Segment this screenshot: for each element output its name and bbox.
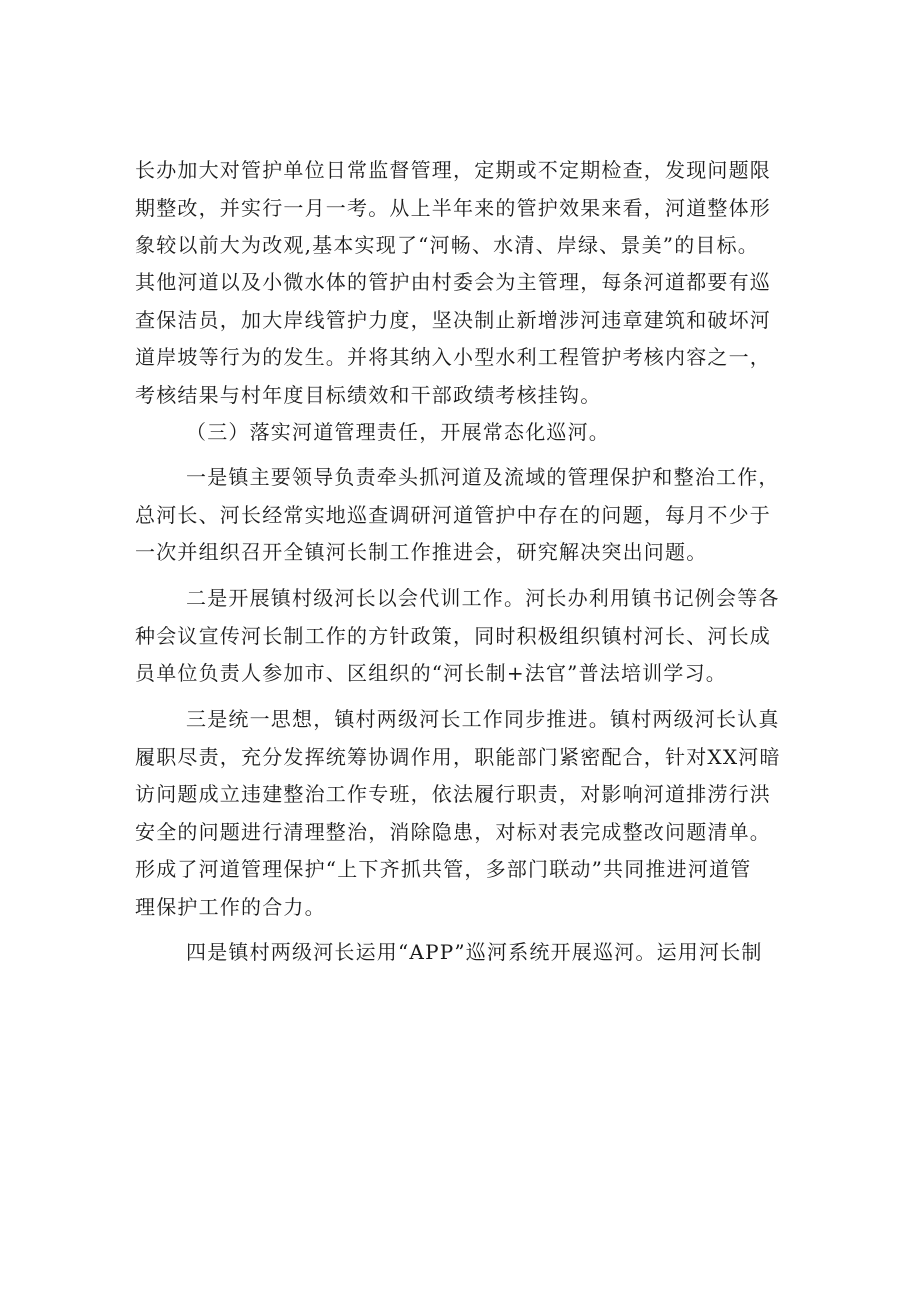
paragraph-first-line: 一是镇主要领导负责牵头抓河道及流域的管理保护和整治工作， — [186, 465, 780, 489]
text-line: 长办加大对管护单位日常监督管理，定期或不定期检查，发现问题限 — [135, 158, 771, 182]
text-line: 理保护工作的合力。 — [135, 895, 326, 919]
paragraph-first-line: 二是开展镇村级河长以会代训工作。河长办利用镇书记例会等各 — [186, 586, 780, 610]
text-line: 履职尽责，充分发挥统筹协调作用，职能部门紧密配合，针对XX河暗 — [135, 745, 781, 769]
text-line: 考核结果与村年度目标绩效和干部政绩考核挂钩。 — [135, 383, 602, 407]
text-line: 其他河道以及小微水体的管护由村委会为主管理，每条河道都要有巡 — [135, 270, 771, 294]
text-line: 查保洁员，加大岸线管护力度，坚决制止新增涉河违章建筑和破坏河 — [135, 308, 771, 332]
text-line: 象较以前大为改观,基本实现了“河畅、水清、岸绿、景美”的目标。 — [135, 233, 760, 257]
text-line: 员单位负责人参加市、区组织的“河长制+法官”普法培训学习。 — [135, 661, 728, 685]
section-heading: （三）落实河道管理责任，开展常态化巡河。 — [186, 420, 610, 444]
text-line: 期整改，并实行一月一考。从上半年来的管护效果来看，河道整体形 — [135, 196, 771, 220]
text-line: 总河长、河长经常实地巡查调研河道管护中存在的问题，每月不少于 — [135, 503, 771, 527]
text-line: 一次并组织召开全镇河长制工作推进会，研究解决突出问题。 — [135, 540, 708, 564]
text-line: 形成了河道管理保护“上下齐抓共管，多部门联动”共同推进河道管 — [135, 857, 752, 881]
paragraph-first-line: 四是镇村两级河长运用“APP”巡河系统开展巡河。运用河长制 — [186, 940, 763, 964]
text-line: 道岸坡等行为的发生。并将其纳入小型水利工程管护考核内容之一， — [135, 345, 771, 369]
text-line: 访问题成立违建整治工作专班，依法履行职责，对影响河道排涝行洪 — [135, 782, 771, 806]
paragraph-first-line: 三是统一思想，镇村两级河长工作同步推进。镇村两级河长认真 — [186, 707, 780, 731]
text-line: 安全的问题进行清理整治，消除隐患，对标对表完成整改问题清单。 — [135, 820, 771, 844]
text-line: 种会议宣传河长制工作的方针政策，同时积极组织镇村河长、河长成 — [135, 624, 771, 648]
